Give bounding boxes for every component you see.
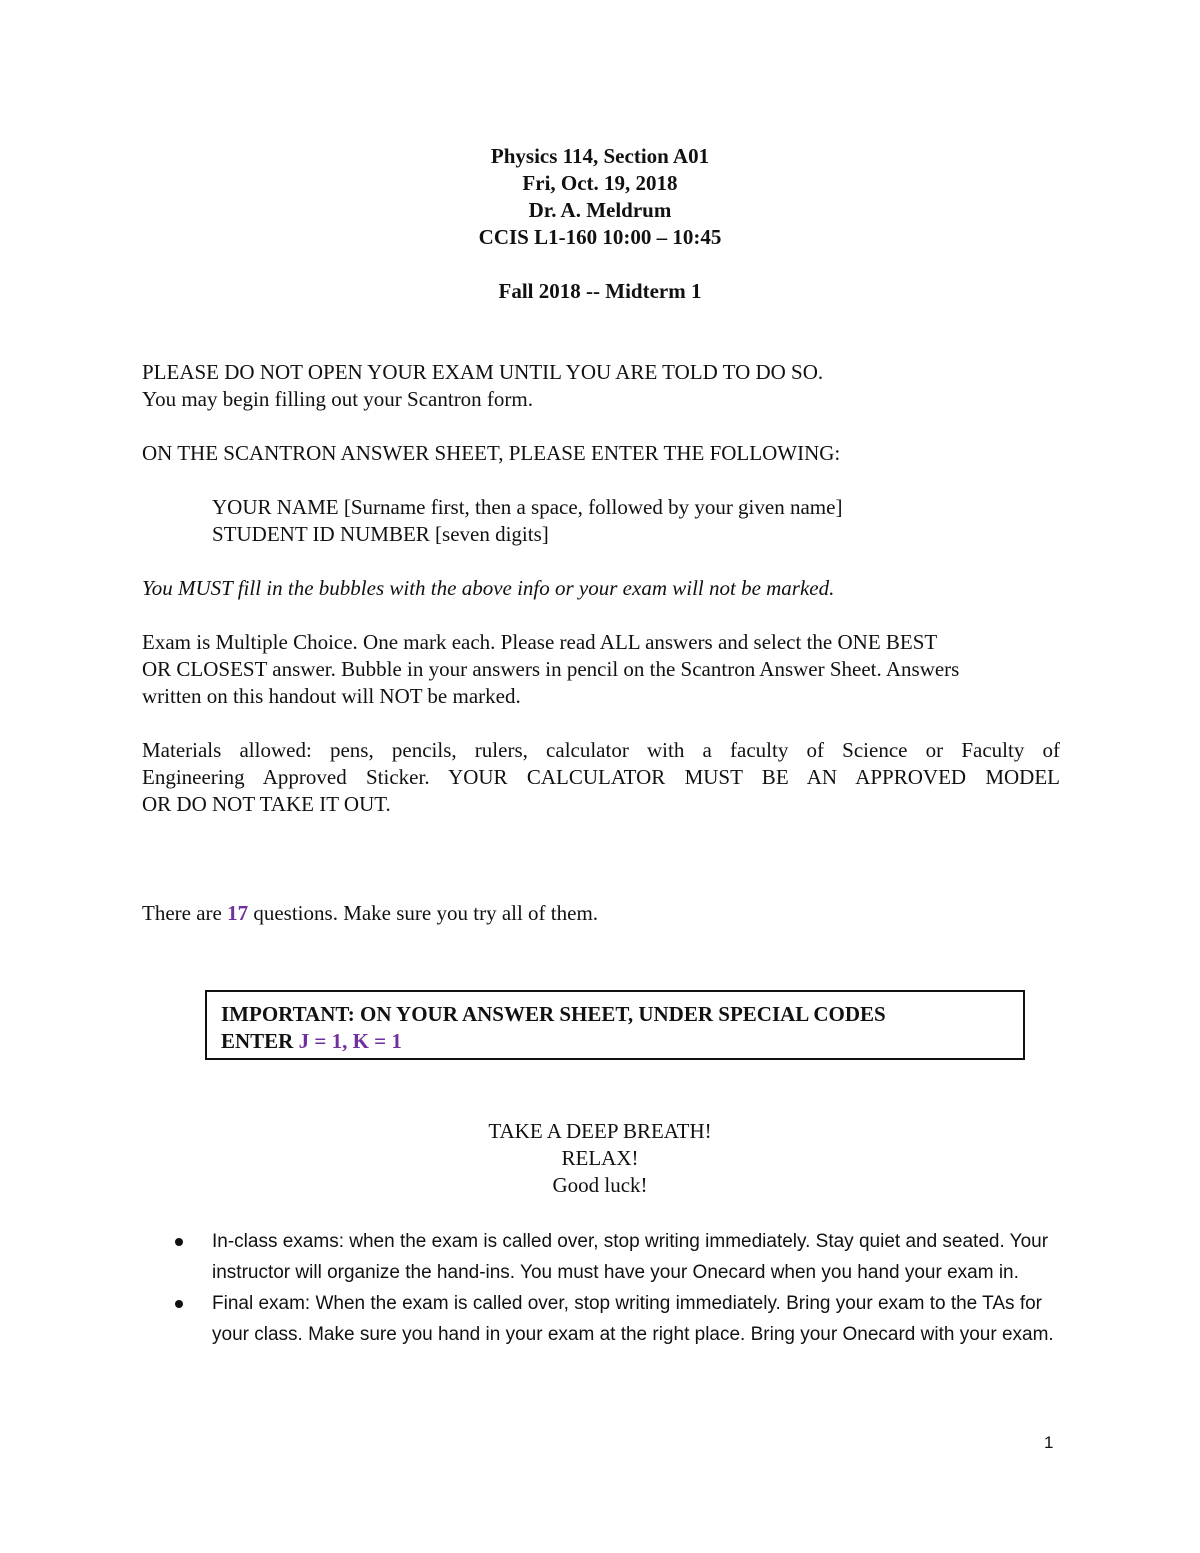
deep-breath-text: TAKE A DEEP BREATH! <box>488 1119 712 1143</box>
exam-rules-list <box>212 1226 1062 1350</box>
scantron-heading-block <box>142 440 1060 467</box>
bullet-icon <box>175 1300 183 1308</box>
header-spacer <box>0 251 1200 278</box>
question-count: 17 <box>227 901 249 925</box>
relax-text: RELAX! <box>561 1146 639 1170</box>
instructor-name: Dr. A. Meldrum <box>528 198 672 222</box>
bullet-icon <box>175 1238 183 1246</box>
opening-instructions <box>142 359 1060 413</box>
exam-date: Fri, Oct. 19, 2018 <box>522 171 678 195</box>
materials-line: Engineering Approved Sticker. YOUR CALCULATOR MUST BE AN APPROVED MODEL <box>142 765 1060 789</box>
scantron-fields <box>212 494 842 548</box>
good-luck-text: Good luck! <box>552 1173 648 1197</box>
special-codes-entry <box>221 1028 1009 1055</box>
scantron-heading: ON THE SCANTRON ANSWER SHEET, PLEASE ENTER THE FOLLOWING: <box>142 441 841 465</box>
id-field-instruction: STUDENT ID NUMBER [seven digits] <box>212 522 549 546</box>
name-field-instruction: YOUR NAME [Surname first, then a space, followed by your given name] <box>212 495 843 519</box>
multiple-choice-line: OR CLOSEST answer. Bubble in your answers in pencil on the Scantron Answer Sheet. Answers <box>142 657 960 681</box>
question-count-suffix: questions. Make sure you try all of them. <box>248 901 599 925</box>
scantron-begin-note: You may begin filling out your Scantron form. <box>142 387 534 411</box>
materials-line: Materials allowed: pens, pencils, rulers, calculator with a faculty of Science or Faculty of <box>142 738 1060 762</box>
multiple-choice-line: written on this handout will NOT be marked. <box>142 684 521 708</box>
exam-title: Fall 2018 -- Midterm 1 <box>498 279 702 303</box>
question-count-block <box>142 900 1060 927</box>
special-codes-line: IMPORTANT: ON YOUR ANSWER SHEET, UNDER SPECIAL CODES <box>221 1002 886 1026</box>
question-count-sentence <box>142 900 1060 927</box>
special-codes-prefix: ENTER <box>221 1029 299 1053</box>
question-count-prefix: There are <box>142 901 228 925</box>
multiple-choice-paragraph <box>142 629 1060 710</box>
encouragement-block <box>0 1118 1200 1199</box>
exam-header <box>0 143 1200 305</box>
list-item-text: Final exam: When the exam is called over, stop writing immediately. Bring your exam to the TAs for your class. Make sure you hand in your exam at the right place. Bring your Onecard with your exam. <box>212 1293 1054 1345</box>
materials-paragraph <box>142 737 1060 818</box>
list-item <box>212 1288 1062 1350</box>
list-item <box>212 1226 1062 1288</box>
special-codes-notice <box>205 990 1025 1060</box>
do-not-open-notice: PLEASE DO NOT OPEN YOUR EXAM UNTIL YOU ARE TOLD TO DO SO. <box>142 360 824 384</box>
course-title: Physics 114, Section A01 <box>490 144 710 168</box>
must-fill-block <box>142 575 1060 602</box>
multiple-choice-line: Exam is Multiple Choice. One mark each. Please read ALL answers and select the ONE BEST <box>142 630 938 654</box>
list-item-text: In-class exams: when the exam is called over, stop writing immediately. Stay quiet and seated. Your instructor will organize the hand-ins. You must have your Onecard when you hand your exam in. <box>212 1231 1049 1283</box>
materials-line: OR DO NOT TAKE IT OUT. <box>142 792 391 816</box>
special-codes-values: J = 1, K = 1 <box>298 1029 402 1053</box>
exam-location-time: CCIS L1-160 10:00 – 10:45 <box>478 225 722 249</box>
must-fill-warning: You MUST fill in the bubbles with the above info or your exam will not be marked. <box>142 576 835 600</box>
page-number: 1 <box>1044 1433 1054 1452</box>
